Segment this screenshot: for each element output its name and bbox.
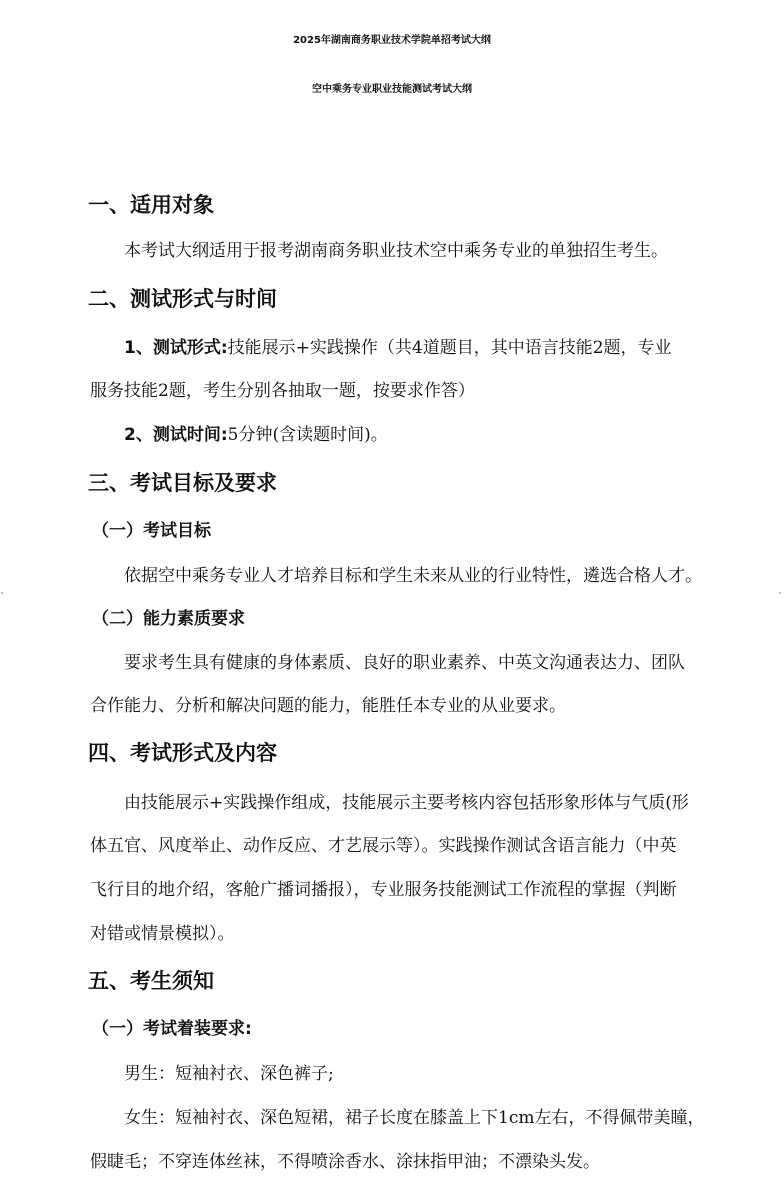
test-format-text: 技能展示+实践操作（共4道题目，其中语言技能2题，专业 — [227, 338, 672, 358]
ability-requirements-continuation: 合作能力、分析和解决问题的能力，能胜任本专业的从业要求。 — [90, 696, 566, 716]
document-title-line-2: 空中乘务专业职业技能测试考试大纲 — [312, 84, 472, 95]
section-5-heading: 五、考生须知 — [88, 969, 214, 993]
test-time-text: 5分钟(含读题时间)。 — [227, 425, 388, 445]
section-2-heading: 二、测试形式与时间 — [88, 287, 277, 311]
section-1-heading: 一、适用对象 — [88, 193, 214, 217]
exam-content-text: 由技能展示+实践操作组成，技能展示主要考核内容包括形象形体与气质(形 — [124, 793, 689, 813]
dress-code-female: 女生：短袖衬衣、深色短裙，裙子长度在膝盖上下1cm左右，不得佩带美瞳， — [124, 1108, 705, 1128]
dress-code-female-continuation: 假睫毛；不穿连体丝袜，不得喷涂香水、涂抹指甲油；不漂染头发。 — [90, 1152, 600, 1172]
exam-content-continuation-2: 飞行目的地介绍，客舱广播词播报），专业服务技能测试工作流程的掌握（判断 — [90, 880, 677, 900]
test-time-label: 2、测试时间: — [124, 425, 228, 445]
exam-content-continuation-3: 对错或情景模拟）。 — [90, 924, 235, 944]
section-1-paragraph: 本考试大纲适用于报考湖南商务职业技术空中乘务专业的单独招生考生。 — [124, 241, 668, 261]
section-4-heading: 四、考试形式及内容 — [88, 741, 277, 765]
dress-code-male: 男生：短袖衬衣、深色裤子; — [124, 1064, 334, 1084]
left-edge-mark — [1, 592, 3, 594]
section-3-heading: 三、考试目标及要求 — [88, 471, 277, 495]
right-edge-mark — [779, 592, 781, 594]
exam-objective-subheading: （一）考试目标 — [92, 521, 211, 541]
document-title-line-1: 2025年湖南商务职业技术学院单招考试大纲 — [293, 35, 491, 46]
test-time-line — [124, 422, 388, 448]
test-format-continuation: 服务技能2题，考生分别各抽取一题，按要求作答） — [90, 381, 475, 401]
test-format-label: 1、测试形式: — [124, 338, 228, 358]
ability-requirements-subheading: （二）能力素质要求 — [92, 609, 245, 629]
test-format-line — [124, 335, 672, 361]
exam-content-continuation-1: 体五官、风度举止、动作反应、才艺展示等）。实践操作测试含语言能力（中英 — [90, 836, 677, 856]
ability-requirements-text: 要求考生具有健康的身体素质、良好的职业素养、中英文沟通表达力、团队 — [124, 653, 685, 673]
dress-code-subheading: （一）考试着装要求: — [92, 1019, 252, 1039]
exam-objective-text: 依据空中乘务专业人才培养目标和学生未来从业的行业特性，遴选合格人才。 — [124, 566, 702, 586]
